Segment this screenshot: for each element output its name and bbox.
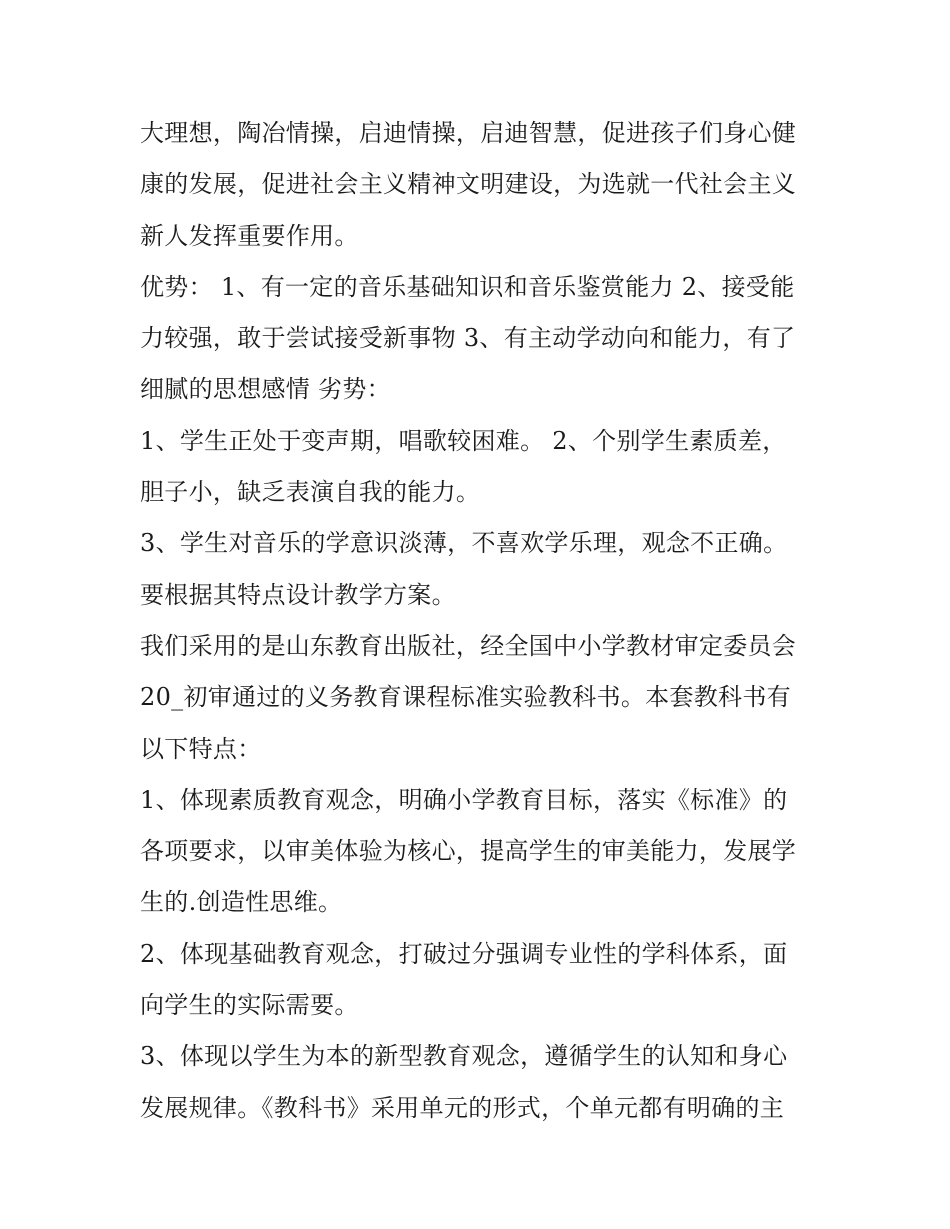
text-line: 1、体现素质教育观念，明确小学教育目标，落实《标准》的	[140, 785, 788, 814]
text-line: 优势： 1、有一定的音乐基础知识和音乐鉴赏能力 2、接受能	[140, 272, 795, 301]
text-line: 细腻的思想感情 劣势：	[140, 375, 391, 404]
text-line: 生的.创造性思维。	[140, 888, 343, 917]
text-line: 向学生的实际需要。	[140, 991, 359, 1020]
text-line: 发展规律。《教科书》采用单元的形式，个单元都有明确的主	[140, 1093, 785, 1122]
text-line: 2、体现基础教育观念，打破过分强调专业性的学科体系，面	[140, 939, 788, 968]
text-line: 新人发挥重要作用。	[140, 221, 359, 250]
document-body	[140, 108, 820, 1134]
text-line: 1、学生正处于变声期，唱歌较困难。 2、个别学生素质差，	[140, 426, 787, 455]
text-line: 各项要求，以审美体验为核心，提高学生的审美能力，发展学	[140, 837, 797, 866]
text-line: 3、体现以学生为本的新型教育观念，遵循学生的认知和身心	[140, 1042, 788, 1071]
text-line: 我们采用的是山东教育出版社，经全国中小学教材审定委员会	[140, 631, 797, 660]
text-line: 胆子小，缺乏表演自我的能力。	[140, 478, 481, 507]
text-line: 3、学生对音乐的学意识淡薄，不喜欢学乐理，观念不正确。	[140, 529, 788, 558]
text-line: 要根据其特点设计教学方案。	[140, 580, 456, 609]
text-line: 以下特点：	[140, 734, 262, 763]
text-line: 康的发展，促进社会主义精神文明建设，为选就一代社会主义	[140, 170, 797, 199]
text-line: 20_初审通过的义务教育课程标准实验教科书。本套教科书有	[140, 683, 791, 712]
text-line: 大理想，陶冶情操，启迪情操，启迪智慧，促进孩子们身心健	[140, 119, 797, 147]
text-line: 力较强，敢于尝试接受新事物 3、有主动学动向和能力，有了	[140, 324, 796, 353]
